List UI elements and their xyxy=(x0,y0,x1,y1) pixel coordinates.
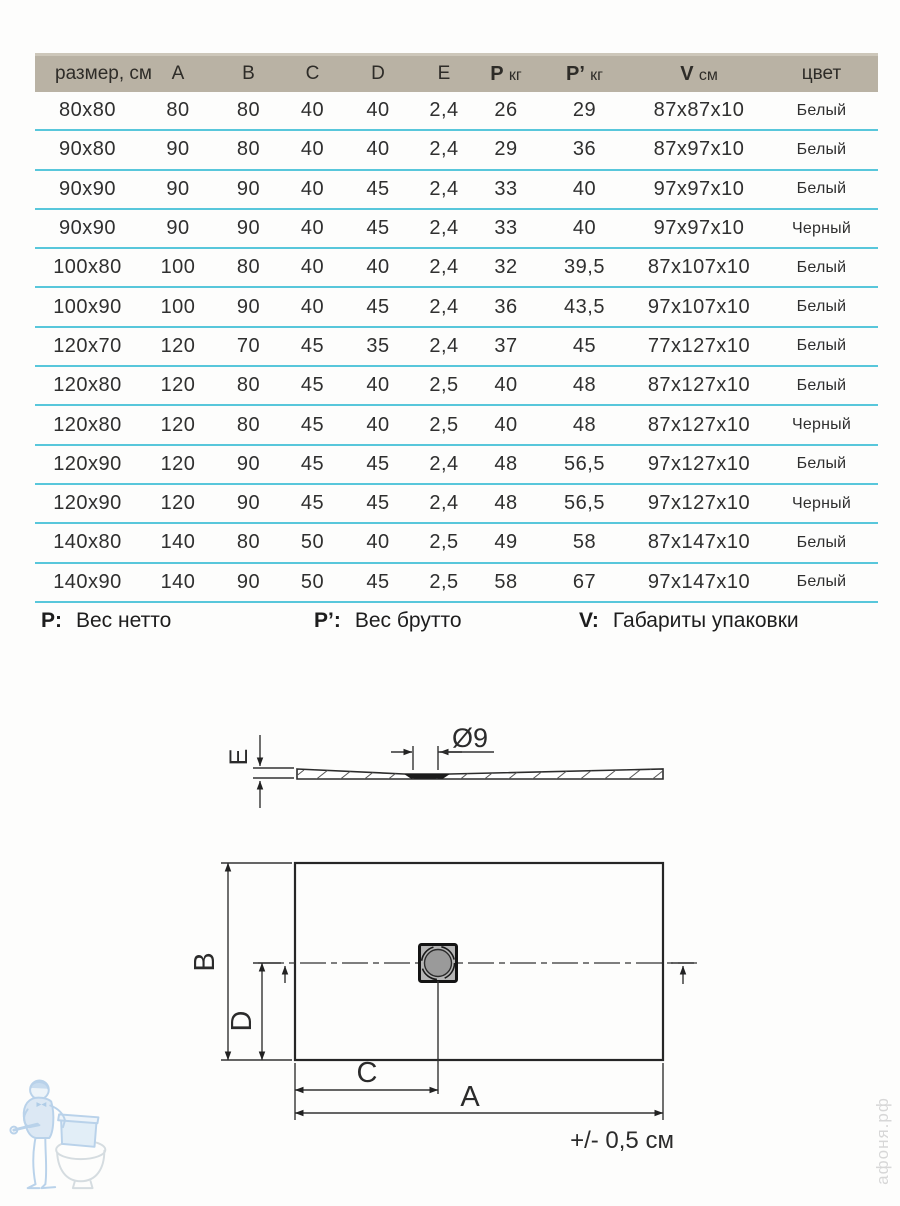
table-cell: 97x147x10 xyxy=(633,563,765,602)
table-row xyxy=(35,287,878,326)
table-cell: 2,4 xyxy=(412,130,476,169)
table-cell: 2,5 xyxy=(412,563,476,602)
table-cell: 100 xyxy=(140,287,216,326)
table-row xyxy=(35,366,878,405)
column-header-size: размер, см xyxy=(35,55,140,93)
table-cell: Белый xyxy=(765,523,878,562)
table-cell: 100x80 xyxy=(35,248,140,287)
dim-label-b: B xyxy=(189,952,221,972)
table-cell: 40 xyxy=(344,405,412,444)
table-cell: 45 xyxy=(344,287,412,326)
table-cell: 40 xyxy=(281,170,344,209)
table-cell: Белый xyxy=(765,92,878,130)
table-cell: 120x80 xyxy=(35,405,140,444)
table-cell: 120 xyxy=(140,484,216,523)
column-unit: кг xyxy=(508,66,522,84)
table-cell: 2,4 xyxy=(412,327,476,366)
column-symbol: P xyxy=(490,62,504,85)
table-row xyxy=(35,484,878,523)
table-cell: 120x90 xyxy=(35,445,140,484)
table-cell: Белый xyxy=(765,248,878,287)
table-cell: 56,5 xyxy=(536,484,633,523)
header-row xyxy=(35,55,878,93)
legend-item-gross-weight xyxy=(314,604,462,638)
table-cell: Белый xyxy=(765,327,878,366)
table-cell: 120x90 xyxy=(35,484,140,523)
table-cell: 80 xyxy=(216,366,281,405)
table-cell: 40 xyxy=(344,366,412,405)
table-cell: 40 xyxy=(476,366,536,405)
table-cell: 87x127x10 xyxy=(633,405,765,444)
dim-label-e: E xyxy=(225,748,253,766)
dim-label-a: A xyxy=(460,1081,480,1113)
table-cell: 90 xyxy=(216,209,281,248)
column-symbol: V xyxy=(680,62,694,85)
table-cell: 48 xyxy=(476,445,536,484)
site-watermark: афоня.рф xyxy=(873,1097,892,1185)
table-cell: 37 xyxy=(476,327,536,366)
table-cell: 26 xyxy=(476,92,536,130)
table-cell: 80x80 xyxy=(35,92,140,130)
column-unit: кг xyxy=(590,66,604,84)
table-row xyxy=(35,209,878,248)
table-cell: Белый xyxy=(765,563,878,602)
table-cell: 40 xyxy=(344,130,412,169)
table-cell: Белый xyxy=(765,445,878,484)
legend xyxy=(35,604,878,638)
tray-outline xyxy=(295,863,663,1060)
table-cell: 45 xyxy=(536,327,633,366)
table-cell: 35 xyxy=(344,327,412,366)
table-cell: 40 xyxy=(281,130,344,169)
table-cell: 45 xyxy=(344,563,412,602)
legend-text-net: Вес нетто xyxy=(76,609,172,632)
table-cell: 97x97x10 xyxy=(633,209,765,248)
table-cell: 40 xyxy=(476,405,536,444)
column-header-E: E xyxy=(412,55,476,93)
table-cell: 90 xyxy=(140,130,216,169)
table-cell: Белый xyxy=(765,287,878,326)
table-row xyxy=(35,405,878,444)
table-cell: 33 xyxy=(476,170,536,209)
table-cell: 120x80 xyxy=(35,366,140,405)
table-cell: 2,4 xyxy=(412,209,476,248)
table-cell: 97x127x10 xyxy=(633,445,765,484)
drain-circle-inner xyxy=(425,950,452,977)
table-cell: 40 xyxy=(344,523,412,562)
table-cell: 80 xyxy=(216,130,281,169)
table-cell: 120 xyxy=(140,445,216,484)
table-cell: 87x97x10 xyxy=(633,130,765,169)
table-cell: 90 xyxy=(140,170,216,209)
table-cell: 2,4 xyxy=(412,92,476,130)
table-cell: 120 xyxy=(140,327,216,366)
column-header-color: цвет xyxy=(765,55,878,93)
table-cell: 90 xyxy=(216,445,281,484)
table-row xyxy=(35,130,878,169)
table-cell: 32 xyxy=(476,248,536,287)
legend-symbol-p-prime: P’: xyxy=(314,609,341,632)
column-header-B: B xyxy=(216,55,281,93)
table-cell: 80 xyxy=(216,405,281,444)
table-cell: 67 xyxy=(536,563,633,602)
table-cell: 45 xyxy=(281,405,344,444)
table-cell: 56,5 xyxy=(536,445,633,484)
table-row xyxy=(35,445,878,484)
table-cell: 2,5 xyxy=(412,523,476,562)
table-cell: 90x80 xyxy=(35,130,140,169)
table-cell: Белый xyxy=(765,366,878,405)
table-cell: 33 xyxy=(476,209,536,248)
table-row xyxy=(35,92,878,130)
tray-profile-hatch xyxy=(297,769,663,779)
table-cell: 40 xyxy=(536,209,633,248)
table-cell: 49 xyxy=(476,523,536,562)
table-cell: 58 xyxy=(476,563,536,602)
table-cell: 50 xyxy=(281,563,344,602)
plan-view xyxy=(221,863,697,1120)
technical-drawing xyxy=(0,700,900,1200)
table-cell: 2,5 xyxy=(412,405,476,444)
table-row xyxy=(35,248,878,287)
table-cell: 40 xyxy=(281,92,344,130)
column-header-P2 xyxy=(536,55,633,93)
table-cell: Черный xyxy=(765,484,878,523)
table-cell: 40 xyxy=(344,92,412,130)
table-cell: 90 xyxy=(216,563,281,602)
table-cell: 97x97x10 xyxy=(633,170,765,209)
table-cell: 2,4 xyxy=(412,484,476,523)
toilet-outline xyxy=(56,1140,105,1188)
table-cell: 40 xyxy=(536,170,633,209)
table-cell: 90 xyxy=(140,209,216,248)
drain-dip xyxy=(404,774,450,779)
legend-symbol-v: V: xyxy=(579,609,599,632)
table-cell: 140x90 xyxy=(35,563,140,602)
column-header-C: C xyxy=(281,55,344,93)
table-cell: 45 xyxy=(281,366,344,405)
dim-label-d: D xyxy=(226,1010,258,1032)
table-cell: 80 xyxy=(140,92,216,130)
table-cell: 140 xyxy=(140,563,216,602)
table-row xyxy=(35,327,878,366)
table-cell: 36 xyxy=(476,287,536,326)
table-cell: 97x107x10 xyxy=(633,287,765,326)
table-cell: 29 xyxy=(536,92,633,130)
table-row xyxy=(35,170,878,209)
table-cell: 45 xyxy=(281,445,344,484)
table-cell: 87x127x10 xyxy=(633,366,765,405)
table-cell: 48 xyxy=(536,405,633,444)
table-cell: 45 xyxy=(281,327,344,366)
spec-table-section xyxy=(35,53,878,603)
table-cell: 2,4 xyxy=(412,445,476,484)
table-cell: 45 xyxy=(344,484,412,523)
table-cell: 2,5 xyxy=(412,366,476,405)
column-unit: см xyxy=(698,66,718,84)
table-cell: 140 xyxy=(140,523,216,562)
table-cell: 80 xyxy=(216,523,281,562)
legend-text-package: Габариты упаковки xyxy=(612,609,799,632)
table-cell: 80 xyxy=(216,92,281,130)
table-cell: 90 xyxy=(216,170,281,209)
table-cell: 40 xyxy=(281,209,344,248)
table-cell: 2,4 xyxy=(412,170,476,209)
table-cell: 36 xyxy=(536,130,633,169)
table-row xyxy=(35,563,878,602)
table-cell: 90x90 xyxy=(35,170,140,209)
table-cell: 87x87x10 xyxy=(633,92,765,130)
column-header-P xyxy=(476,55,536,93)
table-cell: 50 xyxy=(281,523,344,562)
table-cell: 120x70 xyxy=(35,327,140,366)
table-cell: 87x107x10 xyxy=(633,248,765,287)
table-cell: 77x127x10 xyxy=(633,327,765,366)
table-cell: 120 xyxy=(140,366,216,405)
legend-symbol-p: P: xyxy=(41,609,62,632)
table-cell: 97x127x10 xyxy=(633,484,765,523)
table-cell: 45 xyxy=(344,170,412,209)
column-header-A: A xyxy=(140,55,216,93)
legend-text-gross: Вес брутто xyxy=(354,609,462,632)
table-cell: 2,4 xyxy=(412,287,476,326)
column-symbol: P’ xyxy=(565,62,585,85)
table-cell: 87x147x10 xyxy=(633,523,765,562)
table-cell: 120 xyxy=(140,405,216,444)
table-cell: Черный xyxy=(765,209,878,248)
table-cell: 48 xyxy=(476,484,536,523)
table-cell: 40 xyxy=(281,287,344,326)
table-row xyxy=(35,523,878,562)
table-cell: 45 xyxy=(344,209,412,248)
table-cell: Белый xyxy=(765,170,878,209)
table-cell: 100 xyxy=(140,248,216,287)
tolerance-note: +/- 0,5 см xyxy=(570,1127,674,1154)
legend-item-package-dims xyxy=(579,604,799,638)
table-cell: 90 xyxy=(216,287,281,326)
table-cell: 90x90 xyxy=(35,209,140,248)
legend-item-net-weight xyxy=(41,604,171,638)
table-cell: Черный xyxy=(765,405,878,444)
table-cell: 40 xyxy=(344,248,412,287)
table-cell: 90 xyxy=(216,484,281,523)
spec-table xyxy=(35,53,878,603)
table-cell: 58 xyxy=(536,523,633,562)
dim-label-c: C xyxy=(356,1057,378,1089)
table-cell: 2,4 xyxy=(412,248,476,287)
dim-label-diameter: Ø9 xyxy=(452,723,489,753)
column-header-V xyxy=(633,55,765,93)
table-cell: 43,5 xyxy=(536,287,633,326)
table-cell: 29 xyxy=(476,130,536,169)
table-cell: 45 xyxy=(281,484,344,523)
plumber-watermark xyxy=(6,1076,124,1196)
table-cell: 39,5 xyxy=(536,248,633,287)
column-header-D: D xyxy=(344,55,412,93)
table-cell: 40 xyxy=(281,248,344,287)
table-cell: 140x80 xyxy=(35,523,140,562)
table-cell: 45 xyxy=(344,445,412,484)
table-cell: Белый xyxy=(765,130,878,169)
table-cell: 70 xyxy=(216,327,281,366)
table-cell: 80 xyxy=(216,248,281,287)
table-cell: 48 xyxy=(536,366,633,405)
table-cell: 100x90 xyxy=(35,287,140,326)
